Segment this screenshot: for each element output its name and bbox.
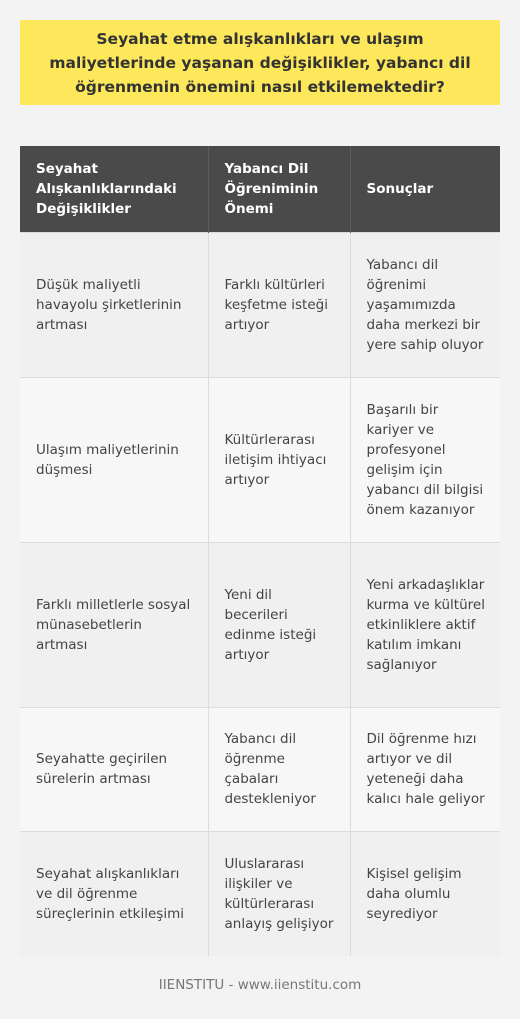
table-cell: Yabancı dil öğrenimi yaşamımızda daha merkezi bir yere sahip oluyor [350, 232, 500, 377]
table-cell: Farklı kültürleri keşfetme isteği artıyor [208, 232, 350, 377]
comparison-table [20, 146, 500, 956]
table-row [20, 542, 500, 707]
table-cell: Yeni dil becerileri edinme isteği artıyor [208, 542, 350, 707]
table-row [20, 377, 500, 542]
table-row [20, 707, 500, 831]
table-row [20, 232, 500, 377]
table-cell: Ulaşım maliyetlerinin düşmesi [20, 377, 208, 542]
table-cell: Dil öğrenme hızı artıyor ve dil yeteneği daha kalıcı hale geliyor [350, 707, 500, 831]
table-cell: Düşük maliyetli havayolu şirketlerinin artması [20, 232, 208, 377]
table-cell: Uluslararası ilişkiler ve kültürlerarası anlayış gelişiyor [208, 831, 350, 956]
table-cell: Seyahat alışkanlıkları ve dil öğrenme süreçlerinin etkileşimi [20, 831, 208, 956]
table-header-row [20, 146, 500, 232]
table-cell: Başarılı bir kariyer ve profesyonel gelişim için yabancı dil bilgisi önem kazanıyor [350, 377, 500, 542]
table-cell: Yabancı dil öğrenme çabaları destekleniyor [208, 707, 350, 831]
column-header-changes: Seyahat Alışkanlıklarındaki Değişiklikler [20, 146, 208, 232]
table-header [20, 146, 500, 232]
column-header-importance: Yabancı Dil Öğreniminin Önemi [208, 146, 350, 232]
footer-credit: IIENSTITU - www.iienstitu.com [158, 977, 362, 993]
table-cell: Seyahatte geçirilen sürelerin artması [20, 707, 208, 831]
table-cell: Kişisel gelişim daha olumlu seyrediyor [350, 831, 500, 956]
table-cell: Farklı milletlerle sosyal münasebetlerin artması [20, 542, 208, 707]
table-row [20, 831, 500, 956]
table-body [20, 232, 500, 956]
table-cell: Yeni arkadaşlıklar kurma ve kültürel etkinliklere aktif katılım imkanı sağlanıyor [350, 542, 500, 707]
table-cell: Kültürlerarası iletişim ihtiyacı artıyor [208, 377, 350, 542]
page-title: Seyahat etme alışkanlıkları ve ulaşım maliyetlerinde yaşanan değişiklikler, yabancı dil öğrenmenin önemini nasıl etkilemektedir? [49, 29, 471, 96]
column-header-results: Sonuçlar [350, 146, 500, 232]
title-banner [20, 20, 500, 105]
